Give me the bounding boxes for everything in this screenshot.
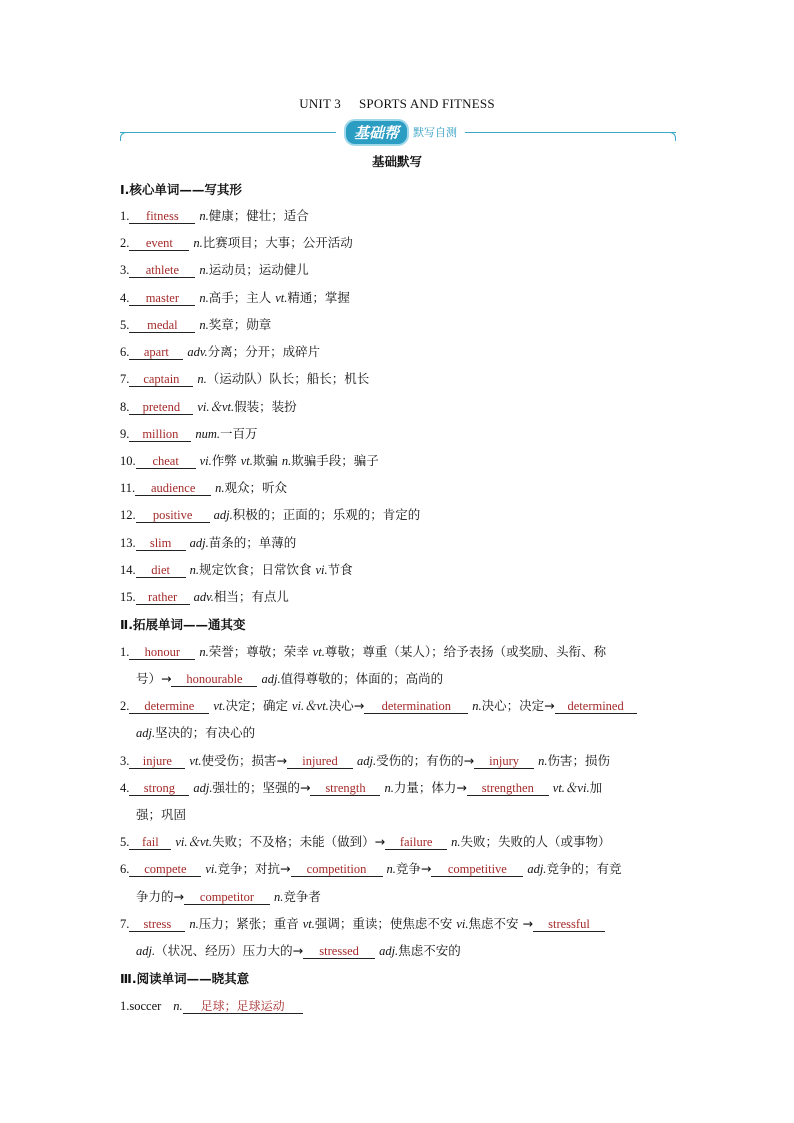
part-of-speech: num. (195, 427, 221, 441)
part-of-speech: vi. (205, 862, 218, 876)
ext-item-1-line-2 (136, 670, 696, 688)
unit-number: UNIT 3 (299, 96, 341, 111)
core-item-4 (120, 289, 680, 307)
definition: 一百万 (220, 426, 258, 441)
answer-blank: strength (310, 781, 380, 796)
definition: （状况、经历）压力大的→ (155, 943, 304, 958)
part-of-speech: n. (384, 781, 394, 795)
item-number: 12. (120, 508, 136, 522)
answer-blank: compete (129, 862, 201, 877)
answer-blank: master (129, 291, 195, 306)
part-of-speech: adj. (356, 754, 377, 768)
part-of-speech: vi. (456, 917, 469, 931)
item-number: 2. (120, 236, 130, 250)
item-number: 4. (120, 291, 130, 305)
definition: 决心；决定→ (481, 698, 555, 713)
part-of-speech: n. (173, 999, 183, 1013)
answer-blank: strong (129, 781, 189, 796)
definition: 运动员；运动健儿 (208, 262, 309, 277)
answer-blank: cheat (136, 454, 196, 469)
definition: 使受伤；损害→ (201, 753, 287, 768)
unit-topic: SPORTS AND FITNESS (359, 96, 495, 111)
item-number: 1. (120, 209, 130, 223)
core-item-10 (120, 452, 680, 470)
definition: 失败；不及格；未能（做到）→ (212, 834, 386, 849)
definition: 高手；主人 (208, 290, 276, 305)
part-of-speech: n. (472, 699, 482, 713)
part-of-speech: n. (199, 645, 209, 659)
core-item-12 (120, 506, 680, 524)
part-of-speech: n. (273, 890, 284, 904)
definition: 假装；装扮 (234, 399, 297, 414)
core-item-1 (120, 207, 680, 225)
part-of-speech: adj. (261, 672, 281, 686)
section-banner (120, 118, 676, 148)
definition: 加 (589, 780, 603, 795)
part-of-speech: adv. (187, 345, 208, 359)
part-of-speech: vt. (213, 699, 226, 713)
definition: 比赛项目；大事；公开活动 (202, 235, 353, 250)
answer-blank: rather (136, 590, 190, 605)
definition: 决定；确定 (225, 698, 292, 713)
banner-subtext: 默写自测 (413, 126, 458, 139)
page-subtitle: 基础默写 (371, 154, 422, 169)
item-number: 7. (120, 917, 130, 931)
item-word: 1.soccer (120, 999, 162, 1013)
part-of-speech: n. (189, 917, 199, 931)
part-of-speech: vt. (189, 754, 202, 768)
section-heading-reading: Ⅲ.阅读单词——晓其意 (120, 971, 250, 986)
part-of-speech: vi. (199, 454, 212, 468)
part-of-speech: vi.＆vt. (292, 699, 329, 713)
answer-blank: captain (129, 372, 193, 387)
item-number: 5. (120, 318, 130, 332)
core-item-14 (120, 561, 680, 579)
part-of-speech: n. (199, 291, 209, 305)
core-item-8 (120, 398, 680, 416)
definition: 伤害；损伤 (547, 753, 610, 768)
answer-blank: competitor (184, 890, 270, 905)
ext-item-7-line-2 (136, 942, 696, 960)
answer-blank: event (129, 236, 189, 251)
definition: 荣誉；尊敬；荣幸 (208, 644, 313, 659)
answer-blank: determined (555, 699, 637, 714)
core-item-7 (120, 370, 680, 388)
part-of-speech: vi.＆vt. (197, 400, 235, 414)
part-of-speech: adj. (136, 944, 156, 958)
definition: 受伤的；有伤的→ (376, 753, 475, 768)
item-number: 6. (120, 345, 130, 359)
definition: 作弊 (211, 453, 241, 468)
answer-blank: fitness (129, 209, 195, 224)
item-number: 6. (120, 862, 130, 876)
answer-blank: failure (385, 835, 447, 850)
answer-blank: apart (129, 345, 183, 360)
definition: 观众；听众 (224, 480, 288, 495)
part-of-speech: n. (215, 481, 225, 495)
ext-item-6-line-1 (120, 860, 680, 878)
definition: 分离；分开；成碎片 (207, 344, 321, 359)
banner-badge: 基础帮 (344, 119, 409, 146)
core-item-5 (120, 316, 680, 334)
ext-item-4-line-1 (120, 779, 680, 797)
definition: 竞争→ (395, 861, 432, 876)
banner-left-cap (120, 132, 129, 141)
item-number: 7. (120, 372, 130, 386)
answer-blank: audience (135, 481, 211, 496)
answer-blank: stressful (533, 917, 605, 932)
answer-blank: fail (129, 835, 171, 850)
unit-title (0, 96, 794, 112)
item-number: 11. (120, 481, 136, 495)
answer-blank: competition (291, 862, 383, 877)
item-number: 13. (120, 536, 136, 550)
definition: 争力的→ (136, 889, 184, 904)
definition: 欺骗手段；骗子 (291, 453, 379, 468)
definition: 焦虑不安 → (468, 916, 533, 931)
part-of-speech: n. (193, 236, 203, 250)
part-of-speech: vt.＆vi. (552, 781, 590, 795)
part-of-speech: adj. (189, 536, 209, 550)
definition: 强调；重读；使焦虑不安 (314, 916, 457, 931)
definition: 号）→ (136, 671, 172, 686)
part-of-speech: adj. (193, 781, 213, 795)
answer-blank: athlete (129, 263, 195, 278)
part-of-speech: adv. (193, 590, 214, 604)
definition: 坚决的；有决心的 (155, 725, 256, 740)
part-of-speech: n. (281, 454, 292, 468)
definition: 欺骗 (252, 453, 282, 468)
answer-blank: medal (129, 318, 195, 333)
answer-blank: stress (129, 917, 185, 932)
part-of-speech: vi.＆vt. (175, 835, 213, 849)
definition: 竞争者 (283, 889, 321, 904)
ext-item-4-line-2 (136, 806, 696, 824)
core-item-15 (120, 588, 680, 606)
part-of-speech: vt. (312, 645, 325, 659)
definition: 规定饮食；日常饮食 (198, 562, 316, 577)
answer-blank: injure (129, 754, 185, 769)
item-number: 14. (120, 563, 136, 577)
ext-item-3 (120, 752, 680, 770)
answer-blank: pretend (129, 400, 193, 415)
answer-blank: determination (364, 699, 468, 714)
item-number: 1. (120, 645, 130, 659)
ext-item-5 (120, 833, 680, 851)
core-item-3 (120, 261, 680, 279)
banner-right-cap (667, 132, 676, 141)
definition: 压力；紧张；重音 (198, 916, 303, 931)
definition: 竞争；对抗→ (217, 861, 291, 876)
part-of-speech: vi. (315, 563, 328, 577)
answer-blank: diet (136, 563, 186, 578)
part-of-speech: n. (538, 754, 548, 768)
item-number: 3. (120, 263, 130, 277)
core-item-6 (120, 343, 680, 361)
answer-blank: honourable (171, 672, 257, 687)
definition: 决心→ (328, 698, 365, 713)
definition: 相当；有点儿 (213, 589, 289, 604)
item-number: 15. (120, 590, 136, 604)
definition: 强；巩固 (136, 807, 187, 822)
definition: 力量；体力→ (393, 780, 467, 795)
definition: 竞争的；有竞 (546, 861, 622, 876)
section-heading-extension: Ⅱ.拓展单词——通其变 (120, 617, 246, 632)
read-item-1 (120, 997, 680, 1015)
answer-blank: positive (136, 508, 210, 523)
definition: 焦虑不安的 (398, 943, 461, 958)
item-number: 10. (120, 454, 136, 468)
answer-blank: 足球；足球运动 (183, 999, 303, 1014)
definition: 节食 (327, 562, 353, 577)
ext-item-6-line-2 (136, 888, 696, 906)
item-number: 5. (120, 835, 130, 849)
definition: （运动队）队长；船长；机长 (206, 371, 370, 386)
answer-blank: million (129, 427, 191, 442)
item-number: 2. (120, 699, 130, 713)
definition: 健康；健壮；适合 (208, 208, 309, 223)
part-of-speech: n. (386, 862, 396, 876)
core-item-2 (120, 234, 680, 252)
answer-blank: strengthen (467, 781, 549, 796)
part-of-speech: vt. (240, 454, 253, 468)
item-number: 8. (120, 400, 130, 414)
section-heading-core: Ⅰ.核心单词——写其形 (120, 182, 242, 197)
definition: 积极的；正面的；乐观的；肯定的 (232, 507, 421, 522)
part-of-speech: adj. (136, 726, 156, 740)
item-number: 9. (120, 427, 130, 441)
ext-item-1-line-1 (120, 643, 680, 661)
part-of-speech: adj. (213, 508, 233, 522)
answer-blank: stressed (303, 944, 375, 959)
ext-item-7-line-1 (120, 915, 680, 933)
ext-item-2-line-2 (136, 724, 696, 742)
definition: 尊敬；尊重（某人）；给予表扬（或奖励、头衔、称 (324, 644, 607, 659)
definition: 值得尊敬的；体面的；高尚的 (280, 671, 444, 686)
banner-label (336, 120, 465, 144)
part-of-speech: n. (197, 372, 207, 386)
item-number: 3. (120, 754, 130, 768)
part-of-speech: n. (451, 835, 461, 849)
answer-blank: competitive (431, 862, 523, 877)
ext-item-2-line-1 (120, 697, 680, 715)
part-of-speech: n. (199, 263, 209, 277)
item-number: 4. (120, 781, 130, 795)
answer-blank: injury (474, 754, 534, 769)
part-of-speech: n. (189, 563, 199, 577)
part-of-speech: vt. (275, 291, 288, 305)
definition: 强壮的；坚强的→ (212, 780, 311, 795)
answer-blank: determine (129, 699, 209, 714)
part-of-speech: adj. (379, 944, 399, 958)
part-of-speech: n. (199, 318, 209, 332)
definition: 精通；掌握 (287, 290, 350, 305)
part-of-speech: vt. (302, 917, 315, 931)
core-item-9 (120, 425, 680, 443)
core-item-13 (120, 534, 680, 552)
definition: 苗条的；单薄的 (208, 535, 297, 550)
answer-blank: honour (129, 645, 195, 660)
definition: 奖章；勋章 (208, 317, 272, 332)
part-of-speech: adj. (527, 862, 547, 876)
answer-blank: injured (287, 754, 353, 769)
definition: 失败；失败的人（或事物） (460, 834, 611, 849)
part-of-speech: n. (199, 209, 209, 223)
answer-blank: slim (136, 536, 186, 551)
core-item-11 (120, 479, 680, 497)
